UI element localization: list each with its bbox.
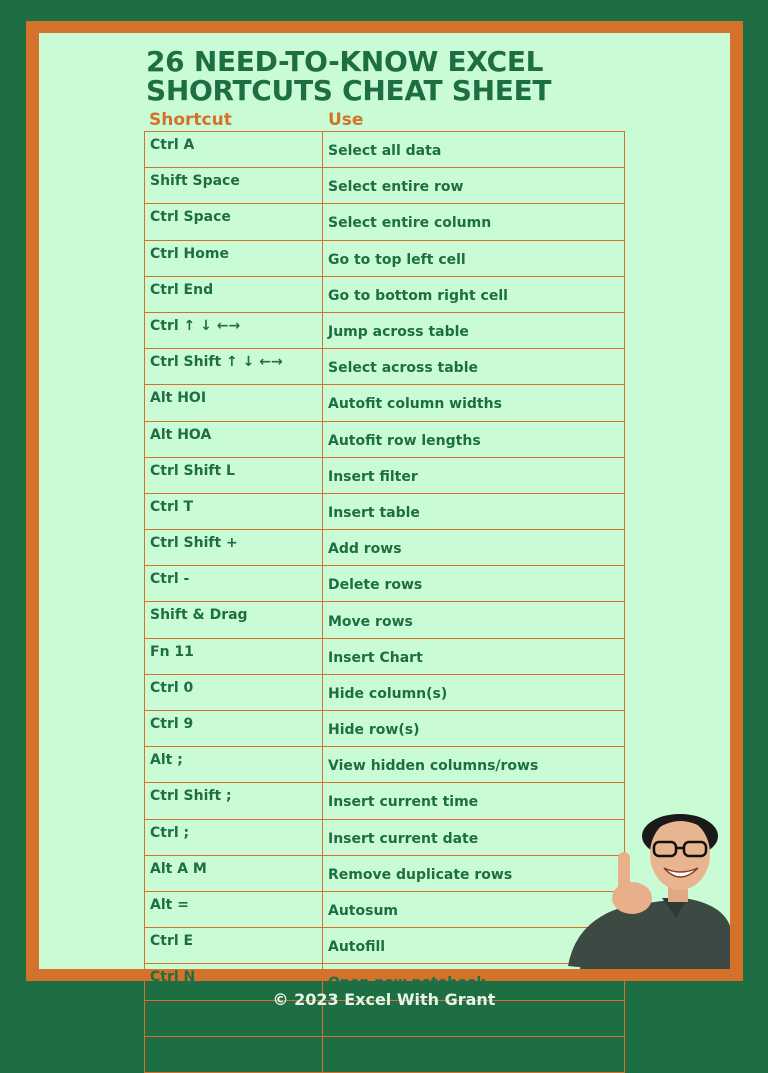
use-cell: Move rows: [323, 602, 625, 638]
use-cell: Remove duplicate rows: [323, 855, 625, 891]
shortcut-cell: Ctrl Shift +: [145, 530, 323, 566]
shortcut-cell: Alt =: [145, 891, 323, 927]
shortcut-table: [144, 131, 625, 1073]
table-row: [145, 638, 625, 674]
shortcut-cell: Shift Space: [145, 168, 323, 204]
use-cell: Autofit row lengths: [323, 421, 625, 457]
table-row: [145, 855, 625, 891]
shortcut-cell: Ctrl Shift ;: [145, 783, 323, 819]
use-cell: Insert table: [323, 493, 625, 529]
table-row: [145, 566, 625, 602]
table-row: [145, 783, 625, 819]
shortcut-cell: Ctrl E: [145, 928, 323, 964]
use-cell: Autofit column widths: [323, 385, 625, 421]
table-row: [145, 168, 625, 204]
table-row: [145, 204, 625, 240]
shortcut-cell: Alt ;: [145, 747, 323, 783]
table-row: [145, 602, 625, 638]
use-cell: Select entire row: [323, 168, 625, 204]
table-row: [145, 457, 625, 493]
use-cell: Hide column(s): [323, 674, 625, 710]
shortcut-cell: Alt A M: [145, 855, 323, 891]
shortcut-cell: Fn 11: [145, 638, 323, 674]
table-row: [145, 312, 625, 348]
shortcut-cell: Ctrl ↑ ↓ ←→: [145, 312, 323, 348]
title-line-1: 26 NEED-TO-KNOW EXCEL: [146, 45, 544, 78]
person-thumbs-up-photo: [562, 806, 730, 969]
column-header-use: Use: [328, 110, 364, 130]
use-cell: Insert current date: [323, 819, 625, 855]
table-row: [145, 674, 625, 710]
shortcut-cell: Alt HOA: [145, 421, 323, 457]
use-cell: Autosum: [323, 891, 625, 927]
use-cell: Jump across table: [323, 312, 625, 348]
use-cell: Go to top left cell: [323, 240, 625, 276]
shortcut-cell: Ctrl Shift %: [145, 1036, 323, 1072]
shortcut-cell: Ctrl N: [145, 964, 323, 1000]
table-row: [145, 421, 625, 457]
table-row: [145, 349, 625, 385]
shortcut-table-body: [145, 132, 625, 1073]
table-row: [145, 530, 625, 566]
use-cell: Insert current time: [323, 783, 625, 819]
use-cell: Format currency: [323, 1000, 625, 1036]
use-cell: Autofill: [323, 928, 625, 964]
shortcut-cell: Ctrl Space: [145, 204, 323, 240]
title-line-2: SHORTCUTS CHEAT SHEET: [146, 74, 552, 107]
table-row: [145, 240, 625, 276]
copyright-footer: © 2023 Excel With Grant: [272, 990, 496, 1009]
table-row: [145, 928, 625, 964]
table-row: [145, 891, 625, 927]
use-cell: Select across table: [323, 349, 625, 385]
table-row: [145, 711, 625, 747]
column-header-shortcut: Shortcut: [149, 110, 232, 130]
shortcut-cell: Ctrl End: [145, 276, 323, 312]
shortcut-cell: Shift & Drag: [145, 602, 323, 638]
shortcut-cell: Ctrl Shift ↑ ↓ ←→: [145, 349, 323, 385]
use-cell: Go to bottom right cell: [323, 276, 625, 312]
table-row: [145, 493, 625, 529]
use-cell: Delete rows: [323, 566, 625, 602]
table-row: [145, 819, 625, 855]
shortcut-cell: Ctrl T: [145, 493, 323, 529]
page-title: [146, 47, 666, 105]
shortcut-cell: Ctrl 0: [145, 674, 323, 710]
shortcut-cell: Alt HOI: [145, 385, 323, 421]
shortcut-cell: Ctrl -: [145, 566, 323, 602]
shortcut-cell: Ctrl 9: [145, 711, 323, 747]
table-row: [145, 132, 625, 168]
table-row: [145, 276, 625, 312]
use-cell: Insert Chart: [323, 638, 625, 674]
shortcut-cell: Ctrl Shift $: [145, 1000, 323, 1036]
shortcut-cell: Ctrl A: [145, 132, 323, 168]
use-cell: Format Percentage: [323, 1036, 625, 1072]
shortcut-cell: Ctrl Shift L: [145, 457, 323, 493]
table-row: [145, 385, 625, 421]
use-cell: Select all data: [323, 132, 625, 168]
shortcut-cell: Ctrl ;: [145, 819, 323, 855]
shortcut-cell: Ctrl Home: [145, 240, 323, 276]
use-cell: Add rows: [323, 530, 625, 566]
use-cell: Select entire column: [323, 204, 625, 240]
use-cell: View hidden columns/rows: [323, 747, 625, 783]
use-cell: Open new notebook: [323, 964, 625, 1000]
table-row: [145, 747, 625, 783]
use-cell: Hide row(s): [323, 711, 625, 747]
table-row: [145, 1036, 625, 1072]
use-cell: Insert filter: [323, 457, 625, 493]
